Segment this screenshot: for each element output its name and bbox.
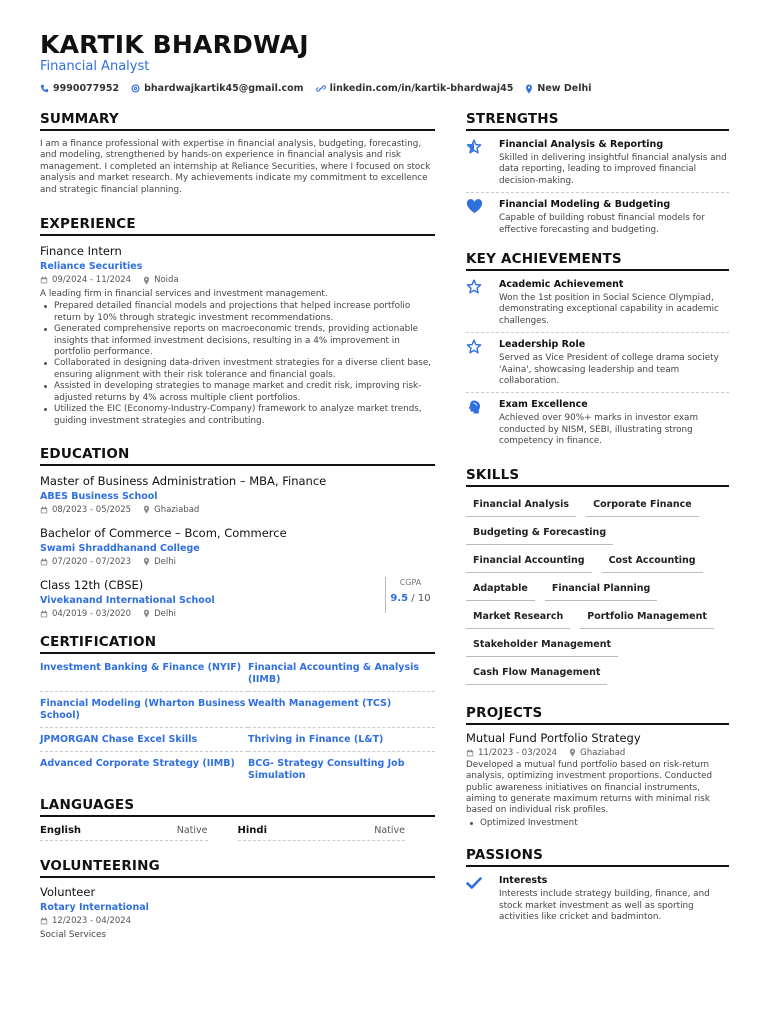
location-pin-icon bbox=[569, 748, 576, 757]
strength-item bbox=[466, 133, 729, 193]
calendar-icon bbox=[40, 276, 48, 284]
education-location bbox=[143, 557, 176, 567]
strength-content bbox=[499, 139, 729, 187]
achievement-text: Achieved over 90%+ marks in investor exam conducted by NISM, SEBI, illustrating strong competency in finance. bbox=[499, 413, 699, 447]
passions-heading: PASSIONS bbox=[466, 847, 729, 867]
certification-item[interactable]: Financial Accounting & Analysis (IIMB) bbox=[248, 656, 435, 692]
email-text: bhardwajkartik45@gmail.com bbox=[144, 83, 304, 94]
certification-item[interactable]: Wealth Management (TCS) bbox=[248, 692, 435, 728]
passion-item bbox=[466, 869, 729, 928]
job-bullet: Collaborated in designing data-driven investment strategies for a diverse client base, ensuring alignment with their risk tolerance and financial goals. bbox=[40, 358, 435, 381]
certification-item[interactable]: BCG- Strategy Consulting Job Simulation bbox=[248, 757, 405, 781]
education-item bbox=[40, 474, 435, 515]
passions-list bbox=[466, 869, 729, 928]
right-column bbox=[466, 111, 729, 928]
left-column bbox=[40, 111, 435, 941]
star-icon bbox=[466, 139, 499, 187]
school[interactable]: Vivekanand International School bbox=[40, 594, 215, 606]
project-description: Developed a mutual fund portfolio based on risk-return analysis, optimizing investment proportions. Conducted public awareness initiatives on financial instruments, aiming to generate maximum returns with minimal risk based on individual risk profiles. bbox=[466, 759, 713, 816]
certification-heading: CERTIFICATION bbox=[40, 634, 435, 654]
job-bullets bbox=[40, 301, 435, 426]
gpa-max: / 10 bbox=[408, 592, 431, 604]
strength-title: Financial Analysis & Reporting bbox=[499, 139, 664, 150]
location-pin-icon bbox=[143, 557, 150, 566]
gpa-value: 9.5 bbox=[390, 592, 409, 604]
strengths-heading: STRENGTHS bbox=[466, 111, 729, 131]
education-meta bbox=[40, 557, 435, 567]
education-dates-text: 04/2019 - 03/2020 bbox=[52, 608, 132, 619]
education-item bbox=[40, 578, 435, 619]
education-dates bbox=[40, 557, 131, 567]
skill-tag: Market Research bbox=[466, 607, 570, 629]
star-outline-icon bbox=[466, 279, 499, 327]
job-company[interactable]: Reliance Securities bbox=[40, 261, 143, 273]
skill-tag: Financial Planning bbox=[545, 579, 658, 601]
volunteer-dates-text: 12/2023 - 04/2024 bbox=[52, 915, 132, 926]
language-level: Native bbox=[374, 824, 405, 836]
language-name: English bbox=[40, 824, 82, 836]
project-dates bbox=[466, 748, 557, 758]
at-icon bbox=[131, 84, 140, 93]
job-bullet: Assisted in developing strategies to manage market and credit risk, improving risk-adjusted returns by 4% across multiple client portfolios. bbox=[40, 381, 435, 404]
language-item bbox=[40, 821, 208, 841]
achievement-item bbox=[466, 333, 729, 393]
location-pin-icon bbox=[525, 84, 533, 94]
school[interactable]: Swami Shraddhanand College bbox=[40, 542, 200, 554]
education-location-text: Delhi bbox=[154, 608, 176, 619]
certification-item[interactable]: Thriving in Finance (L&T) bbox=[248, 728, 435, 752]
candidate-role: Financial Analyst bbox=[40, 59, 150, 74]
skill-tag: Portfolio Management bbox=[580, 607, 714, 629]
experience-item bbox=[40, 244, 435, 427]
job-position: Finance Intern bbox=[40, 244, 122, 259]
certification-grid bbox=[40, 656, 435, 787]
education-dates-text: 08/2023 - 05/2025 bbox=[52, 504, 132, 515]
degree: Class 12th (CBSE) bbox=[40, 577, 144, 592]
location-pin-icon bbox=[143, 276, 150, 285]
project-item bbox=[466, 731, 729, 829]
contact-phone[interactable] bbox=[40, 83, 119, 94]
experience-heading: EXPERIENCE bbox=[40, 216, 435, 236]
summary-text: I am a finance professional with expertise in financial analysis, budgeting, forecasting, and modeling, strengthened by hands-on experience in financial analysis and risk management. I completed an internship at Reliance Securities, where I focused on stock analysis and market research. My achievements indicate my commitment to excellence and strategic financial planning. bbox=[40, 139, 431, 195]
volunteer-meta bbox=[40, 916, 435, 926]
languages-list bbox=[40, 821, 435, 841]
language-level: Native bbox=[176, 824, 208, 836]
job-bullet: Utilized the EIC (Economy-Industry-Company) framework to analyze market trends, guiding investment strategies and contributing. bbox=[40, 404, 435, 427]
achievement-content bbox=[499, 279, 729, 327]
project-bullet: Optimized Investment bbox=[466, 818, 729, 829]
education-dates-text: 07/2020 - 07/2023 bbox=[52, 556, 132, 567]
achievement-title: Academic Achievement bbox=[499, 279, 624, 291]
volunteering-item bbox=[40, 885, 435, 941]
strength-title: Financial Modeling & Budgeting bbox=[499, 199, 671, 211]
degree: Master of Business Administration – MBA, Finance bbox=[40, 473, 327, 488]
check-icon bbox=[466, 875, 499, 923]
passion-text: Interests include strategy building, finance, and stock market investment as well as sporting activities like cricket and badminton. bbox=[499, 889, 710, 922]
language-item bbox=[238, 821, 406, 841]
language-name: Hindi bbox=[237, 824, 268, 836]
achievements-heading: KEY ACHIEVEMENTS bbox=[466, 251, 729, 271]
contact-bar bbox=[40, 83, 603, 94]
calendar-icon bbox=[40, 917, 48, 925]
job-bullet: Prepared detailed financial models and projections that helped increase portfolio return by 10% through strategic investment recommendations. bbox=[40, 301, 435, 324]
project-location-text: Ghaziabad bbox=[580, 747, 626, 758]
education-meta bbox=[40, 505, 435, 515]
education-location-text: Ghaziabad bbox=[154, 504, 200, 515]
company-description: A leading firm in financial services and investment management. bbox=[40, 289, 328, 300]
contact-linkedin[interactable] bbox=[316, 83, 514, 94]
achievement-title: Leadership Role bbox=[499, 339, 586, 351]
education-heading: EDUCATION bbox=[40, 446, 435, 466]
skill-tag: Cost Accounting bbox=[602, 551, 703, 573]
achievement-item bbox=[466, 273, 729, 333]
education-location-text: Delhi bbox=[154, 556, 176, 567]
skill-tag: Financial Accounting bbox=[466, 551, 592, 573]
passion-title: Interests bbox=[499, 875, 548, 887]
phone-text: 9990077952 bbox=[53, 83, 120, 94]
school[interactable]: ABES Business School bbox=[40, 490, 158, 502]
certification-item[interactable]: Financial Modeling (Wharton Business School) bbox=[40, 692, 248, 728]
achievements-list bbox=[466, 273, 729, 453]
certification-item[interactable]: Investment Banking & Finance (NYIF) bbox=[40, 656, 248, 692]
skill-tag: Corporate Finance bbox=[586, 495, 699, 517]
location-pin-icon bbox=[143, 505, 150, 514]
education-location bbox=[143, 505, 199, 515]
volunteering-heading: VOLUNTEERING bbox=[40, 858, 435, 878]
gpa-label: CGPA bbox=[399, 577, 422, 587]
phone-icon bbox=[40, 84, 49, 93]
contact-location bbox=[525, 83, 591, 94]
volunteer-org[interactable]: Rotary International bbox=[40, 901, 149, 913]
achievement-content bbox=[499, 339, 729, 387]
job-dates bbox=[40, 275, 131, 285]
skill-tag: Cash Flow Management bbox=[466, 663, 607, 685]
projects-heading: PROJECTS bbox=[466, 705, 729, 725]
skill-tag: Adaptable bbox=[466, 579, 535, 601]
gpa-score bbox=[386, 593, 435, 604]
project-dates-text: 11/2023 - 03/2024 bbox=[478, 747, 558, 758]
calendar-icon bbox=[40, 558, 48, 566]
achievement-title: Exam Excellence bbox=[499, 399, 588, 411]
certification-item[interactable]: JPMORGAN Chase Excel Skills bbox=[40, 728, 248, 752]
calendar-icon bbox=[466, 749, 474, 757]
candidate-name: KARTIK BHARDWAJ bbox=[40, 30, 309, 59]
job-meta bbox=[40, 275, 435, 285]
brain-icon bbox=[466, 399, 499, 447]
location-pin-icon bbox=[143, 609, 150, 618]
calendar-icon bbox=[40, 610, 48, 618]
heart-icon bbox=[466, 199, 499, 236]
education-location bbox=[143, 609, 176, 619]
strength-content bbox=[499, 199, 729, 236]
achievement-content bbox=[499, 399, 729, 447]
contact-email[interactable] bbox=[131, 83, 303, 94]
strengths-list bbox=[466, 133, 729, 241]
job-bullet: Generated comprehensive reports on macroeconomic trends, providing actionable insights that informed investment decisions, resulting in a 4% improvement in portfolio performance. bbox=[40, 324, 435, 358]
achievement-text: Won the 1st position in Social Science Olympiad, demonstrating exceptional capability in academic challenges. bbox=[499, 293, 719, 326]
skills-list bbox=[466, 489, 729, 685]
link-icon bbox=[316, 84, 326, 93]
strength-text: Skilled in delivering insightful financial analysis and data reporting, leading to improved financial decision-making. bbox=[499, 153, 727, 186]
passion-content bbox=[499, 875, 729, 923]
education-dates bbox=[40, 609, 131, 619]
education-dates bbox=[40, 505, 131, 515]
project-location bbox=[569, 748, 625, 758]
strength-item bbox=[466, 193, 729, 241]
strength-text: Capable of building robust financial models for effective forecasting and budgeting. bbox=[499, 213, 705, 235]
skills-heading: SKILLS bbox=[466, 467, 729, 487]
job-location-text: Noida bbox=[154, 275, 179, 286]
skill-tag: Budgeting & Forecasting bbox=[466, 523, 613, 545]
linkedin-text: linkedin.com/in/kartik-bhardwaj45 bbox=[329, 83, 514, 94]
summary-heading: SUMMARY bbox=[40, 111, 435, 131]
skill-tag: Stakeholder Management bbox=[466, 635, 618, 657]
project-name: Mutual Fund Portfolio Strategy bbox=[466, 730, 641, 745]
project-bullets bbox=[466, 818, 729, 829]
location-text: New Delhi bbox=[537, 83, 592, 94]
job-location bbox=[143, 275, 179, 285]
achievement-text: Served as Vice President of college drama society 'Aaina', showcasing leadership and team collaboration. bbox=[499, 353, 719, 387]
education-meta bbox=[40, 609, 435, 619]
certification-item[interactable]: Advanced Corporate Strategy (IIMB) bbox=[40, 757, 235, 769]
volunteer-description: Social Services bbox=[40, 929, 106, 940]
volunteer-dates bbox=[40, 916, 131, 926]
achievement-item bbox=[466, 393, 729, 452]
degree: Bachelor of Commerce – Bcom, Commerce bbox=[40, 525, 287, 540]
education-item bbox=[40, 526, 435, 567]
skill-tag: Financial Analysis bbox=[466, 495, 576, 517]
calendar-icon bbox=[40, 506, 48, 514]
volunteer-role: Volunteer bbox=[40, 884, 96, 899]
star-outline-icon bbox=[466, 339, 499, 387]
gpa-box bbox=[385, 577, 435, 613]
languages-heading: LANGUAGES bbox=[40, 797, 435, 817]
job-dates-text: 09/2024 - 11/2024 bbox=[52, 275, 132, 286]
project-meta bbox=[466, 748, 729, 758]
